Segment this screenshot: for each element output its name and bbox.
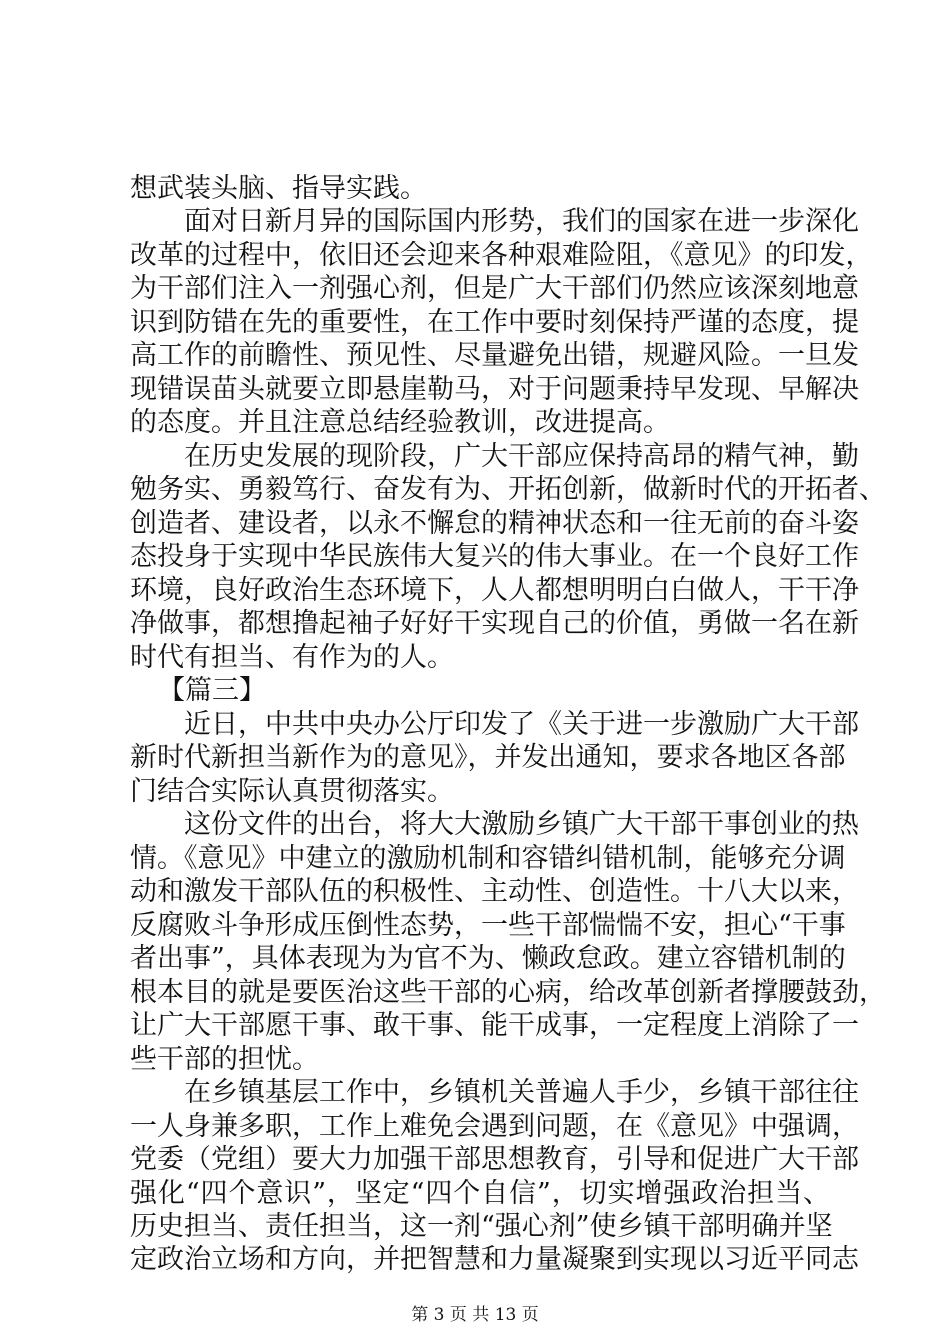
text-line: 党委（党组）要大力加强干部思想教育，引导和促进广大干部 xyxy=(130,1144,859,1175)
text-line: 门结合实际认真贯彻落实。 xyxy=(130,776,454,807)
section-heading: 【篇三】 xyxy=(158,675,266,706)
text-line: 强化“四个意识”，坚定“四个自信”，切实增强政治担当、 xyxy=(130,1178,830,1209)
text-line: 改革的过程中，依旧还会迎来各种艰难险阻，《意见》的印发， xyxy=(130,240,873,271)
text-line: 高工作的前瞻性、预见性、尽量避免出错，规避风险。一旦发 xyxy=(130,340,859,371)
text-line: 反腐败斗争形成压倒性态势，一些干部惴惴不安，担心“干事 xyxy=(130,910,846,941)
paragraph-first-line: 面对日新月异的国际国内形势，我们的国家在进一步深化 xyxy=(184,206,859,237)
paragraph-first-line: 在乡镇基层工作中，乡镇机关普遍人手少，乡镇干部往往 xyxy=(184,1077,859,1108)
text-line: 为干部们注入一剂强心剂，但是广大干部们仍然应该深刻地意 xyxy=(130,273,859,304)
text-line: 态投身于实现中华民族伟大复兴的伟大事业。在一个良好工作 xyxy=(130,541,859,572)
text-line: 净做事，都想撸起袖子好好干实现自己的价值，勇做一名在新 xyxy=(130,608,859,639)
text-line: 时代有担当、有作为的人。 xyxy=(130,642,454,673)
paragraph-first-line: 近日，中共中央办公厅印发了《关于进一步激励广大干部 xyxy=(184,709,859,740)
text-line: 现错误苗头就要立即悬崖勒马，对于问题秉持早发现、早解决 xyxy=(130,374,859,405)
text-line: 识到防错在先的重要性，在工作中要时刻保持严谨的态度，提 xyxy=(130,307,859,338)
text-line: 创造者、建设者，以永不懈怠的精神状态和一往无前的奋斗姿 xyxy=(130,508,859,539)
text-line: 情。《意见》中建立的激励机制和容错纠错机制，能够充分调 xyxy=(130,843,846,874)
page-number-label: 第 3 页 共 13 页 xyxy=(411,1305,539,1325)
text-line: 让广大干部愿干事、敢干事、能干成事，一定程度上消除了一 xyxy=(130,1010,859,1041)
text-line: 想武装头脑、指导实践。 xyxy=(130,173,427,204)
text-line: 者出事”，具体表现为为官不为、懒政怠政。建立容错机制的 xyxy=(130,943,846,974)
page-footer xyxy=(0,1303,950,1327)
text-line: 新时代新担当新作为的意见》，并发出通知，要求各地区各部 xyxy=(130,742,846,773)
paragraph-first-line: 在历史发展的现阶段，广大干部应保持高昂的精气神，勤 xyxy=(184,441,859,472)
text-line: 勉务实、勇毅笃行、奋发有为、开拓创新，做新时代的开拓者、 xyxy=(130,474,886,505)
text-line: 历史担当、责任担当，这一剂“强心剂”使乡镇干部明确并坚 xyxy=(130,1211,833,1242)
text-line: 定政治立场和方向，并把智慧和力量凝聚到实现以习近平同志 xyxy=(130,1244,859,1275)
paragraph-first-line: 这份文件的出台，将大大激励乡镇广大干部干事创业的热 xyxy=(184,809,859,840)
text-line: 些干部的担忧。 xyxy=(130,1044,319,1075)
text-line: 的态度。并且注意总结经验教训，改进提高。 xyxy=(130,407,670,438)
text-line: 一人身兼多职，工作上难免会遇到问题，在《意见》中强调， xyxy=(130,1111,859,1142)
text-line: 根本目的就是要医治这些干部的心病，给改革创新者撑腰鼓劲， xyxy=(130,977,886,1008)
text-line: 动和激发干部队伍的积极性、主动性、创造性。十八大以来， xyxy=(130,876,859,907)
text-line: 环境，良好政治生态环境下，人人都想明明白白做人，干干净 xyxy=(130,575,859,606)
